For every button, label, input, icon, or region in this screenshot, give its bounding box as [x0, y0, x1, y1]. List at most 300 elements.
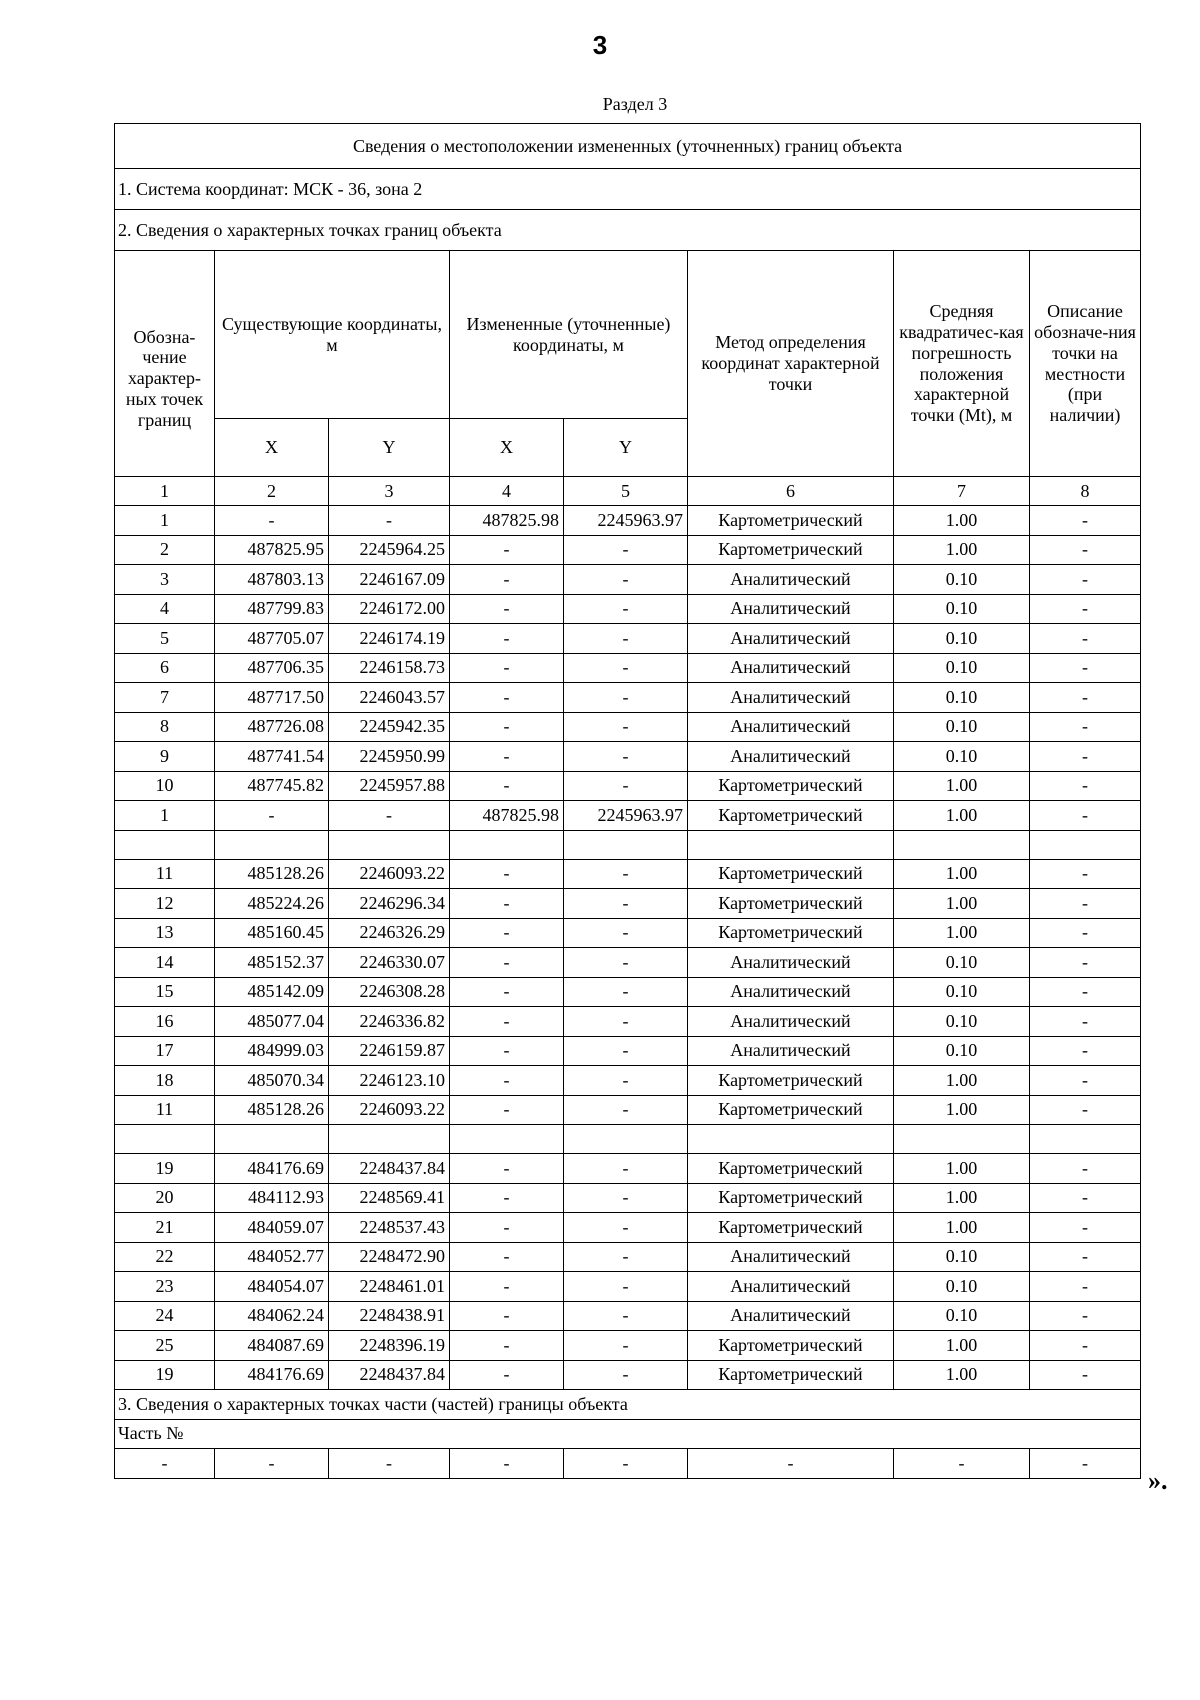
description-cell: - [1030, 1360, 1141, 1390]
method-cell: Картометрический [688, 1066, 894, 1096]
method-cell: Картометрический [688, 535, 894, 565]
accuracy-cell: 0.10 [894, 742, 1030, 772]
changed-x-cell: - [450, 624, 564, 654]
changed-y-cell: - [564, 1095, 688, 1125]
table-row [115, 977, 1141, 1007]
existing-y-cell: 2246308.28 [329, 977, 450, 1007]
point-id-cell: 25 [115, 1331, 215, 1361]
changed-x-cell: - [450, 565, 564, 595]
changed-x-cell: - [450, 977, 564, 1007]
changed-x-cell: - [450, 948, 564, 978]
changed-x-cell: - [450, 594, 564, 624]
existing-x-cell: 484176.69 [215, 1154, 329, 1184]
changed-x-cell: - [450, 1301, 564, 1331]
point-id-cell: 10 [115, 771, 215, 801]
changed-x-cell: - [450, 1183, 564, 1213]
column-number: 1 [115, 477, 215, 506]
method-cell: Аналитический [688, 624, 894, 654]
table-row [115, 918, 1141, 948]
method-cell: Аналитический [688, 594, 894, 624]
point-id-cell: 3 [115, 565, 215, 595]
point-id-cell: 7 [115, 683, 215, 713]
existing-y-cell: 2246123.10 [329, 1066, 450, 1096]
parts-cell: - [329, 1449, 450, 1479]
header-designation: Обозна-чение характер-ных точек границ [115, 251, 215, 477]
changed-x-cell: - [450, 859, 564, 889]
empty-cell [329, 1125, 450, 1154]
existing-x-cell: 487825.95 [215, 535, 329, 565]
existing-x-cell: - [215, 506, 329, 536]
coord-system-row [115, 169, 1141, 210]
description-cell: - [1030, 889, 1141, 919]
table-row [115, 1272, 1141, 1302]
existing-x-cell: - [215, 801, 329, 831]
existing-x-cell: 487745.82 [215, 771, 329, 801]
existing-y-cell: 2248461.01 [329, 1272, 450, 1302]
existing-y-cell: 2248438.91 [329, 1301, 450, 1331]
existing-y-cell: 2248437.84 [329, 1360, 450, 1390]
existing-x-cell: 487706.35 [215, 653, 329, 683]
changed-x-cell: - [450, 1154, 564, 1184]
description-cell: - [1030, 624, 1141, 654]
existing-x-cell: 487717.50 [215, 683, 329, 713]
table-row [115, 889, 1141, 919]
existing-y-cell: 2245964.25 [329, 535, 450, 565]
accuracy-cell: 0.10 [894, 948, 1030, 978]
existing-x-cell: 484112.93 [215, 1183, 329, 1213]
point-id-cell: 12 [115, 889, 215, 919]
changed-y-cell: - [564, 1007, 688, 1037]
changed-y-cell: - [564, 712, 688, 742]
changed-x-cell: - [450, 1095, 564, 1125]
accuracy-cell: 0.10 [894, 565, 1030, 595]
description-cell: - [1030, 1183, 1141, 1213]
point-id-cell: 11 [115, 1095, 215, 1125]
table-row [115, 771, 1141, 801]
table-row [115, 1095, 1141, 1125]
method-cell: Картометрический [688, 1154, 894, 1184]
changed-x-cell: - [450, 1331, 564, 1361]
changed-x-cell: 487825.98 [450, 506, 564, 536]
existing-y-cell: 2246093.22 [329, 859, 450, 889]
empty-cell [215, 1125, 329, 1154]
table-row [115, 506, 1141, 536]
table-row [115, 1183, 1141, 1213]
separator-row [115, 1125, 1141, 1154]
changed-y-cell: - [564, 653, 688, 683]
description-cell: - [1030, 1301, 1141, 1331]
column-number: 2 [215, 477, 329, 506]
method-cell: Аналитический [688, 683, 894, 713]
method-cell: Аналитический [688, 1036, 894, 1066]
header-existing-x: X [215, 419, 329, 477]
point-id-cell: 18 [115, 1066, 215, 1096]
accuracy-cell: 1.00 [894, 535, 1030, 565]
existing-y-cell: 2248472.90 [329, 1242, 450, 1272]
existing-x-cell: 487705.07 [215, 624, 329, 654]
changed-x-cell: - [450, 1007, 564, 1037]
table-row [115, 1301, 1141, 1331]
method-cell: Аналитический [688, 977, 894, 1007]
table-row [115, 594, 1141, 624]
point-id-cell: 19 [115, 1360, 215, 1390]
changed-y-cell: 2245963.97 [564, 506, 688, 536]
existing-x-cell: 487726.08 [215, 712, 329, 742]
method-cell: Картометрический [688, 859, 894, 889]
changed-x-cell: - [450, 1360, 564, 1390]
empty-cell [329, 830, 450, 859]
changed-x-cell: - [450, 683, 564, 713]
existing-x-cell: 485152.37 [215, 948, 329, 978]
method-cell: Картометрический [688, 1183, 894, 1213]
existing-x-cell: 487741.54 [215, 742, 329, 772]
method-cell: Картометрический [688, 801, 894, 831]
header-method: Метод определения координат характерной точки [688, 251, 894, 477]
description-cell: - [1030, 1036, 1141, 1066]
point-id-cell: 14 [115, 948, 215, 978]
description-cell: - [1030, 1154, 1141, 1184]
changed-y-cell: - [564, 948, 688, 978]
existing-x-cell: 485224.26 [215, 889, 329, 919]
method-cell: Картометрический [688, 506, 894, 536]
changed-x-cell: - [450, 918, 564, 948]
header-existing-y: Y [329, 419, 450, 477]
column-number: 7 [894, 477, 1030, 506]
method-cell: Аналитический [688, 742, 894, 772]
description-cell: - [1030, 1095, 1141, 1125]
accuracy-cell: 1.00 [894, 1331, 1030, 1361]
existing-y-cell: 2246159.87 [329, 1036, 450, 1066]
changed-y-cell: - [564, 1360, 688, 1390]
changed-y-cell: - [564, 977, 688, 1007]
description-cell: - [1030, 1272, 1141, 1302]
changed-y-cell: - [564, 683, 688, 713]
parts-cell: - [564, 1449, 688, 1479]
point-id-cell: 8 [115, 712, 215, 742]
accuracy-cell: 1.00 [894, 1183, 1030, 1213]
changed-y-cell: - [564, 1036, 688, 1066]
accuracy-cell: 0.10 [894, 1036, 1030, 1066]
column-number: 8 [1030, 477, 1141, 506]
part-label: Часть № [115, 1419, 1141, 1449]
description-cell: - [1030, 1331, 1141, 1361]
existing-y-cell: 2246093.22 [329, 1095, 450, 1125]
changed-y-cell: - [564, 1242, 688, 1272]
header-changed-x: X [450, 419, 564, 477]
empty-cell [215, 830, 329, 859]
changed-x-cell: - [450, 1242, 564, 1272]
accuracy-cell: 1.00 [894, 859, 1030, 889]
accuracy-cell: 0.10 [894, 594, 1030, 624]
accuracy-cell: 0.10 [894, 977, 1030, 1007]
existing-y-cell: - [329, 506, 450, 536]
boundary-table [114, 123, 1141, 1479]
existing-y-cell: 2246330.07 [329, 948, 450, 978]
changed-x-cell: - [450, 771, 564, 801]
accuracy-cell: 1.00 [894, 506, 1030, 536]
existing-x-cell: 484059.07 [215, 1213, 329, 1243]
accuracy-cell: 0.10 [894, 1242, 1030, 1272]
point-id-cell: 15 [115, 977, 215, 1007]
method-cell: Аналитический [688, 948, 894, 978]
separator-row [115, 830, 1141, 859]
changed-y-cell: - [564, 859, 688, 889]
changed-y-cell: - [564, 594, 688, 624]
accuracy-cell: 1.00 [894, 1154, 1030, 1184]
table-row [115, 683, 1141, 713]
existing-y-cell: 2248437.84 [329, 1154, 450, 1184]
parts-cell: - [115, 1449, 215, 1479]
existing-x-cell: 484176.69 [215, 1360, 329, 1390]
table-row [115, 653, 1141, 683]
accuracy-cell: 0.10 [894, 624, 1030, 654]
table-row [115, 1154, 1141, 1184]
accuracy-cell: 1.00 [894, 771, 1030, 801]
table-body [115, 124, 1141, 1479]
parts-heading-row [115, 1390, 1141, 1420]
point-id-cell: 11 [115, 859, 215, 889]
existing-y-cell: 2246043.57 [329, 683, 450, 713]
changed-y-cell: - [564, 1066, 688, 1096]
changed-y-cell: - [564, 1154, 688, 1184]
existing-y-cell: 2248537.43 [329, 1213, 450, 1243]
changed-y-cell: - [564, 889, 688, 919]
existing-x-cell: 485142.09 [215, 977, 329, 1007]
point-id-cell: 1 [115, 506, 215, 536]
changed-y-cell: - [564, 918, 688, 948]
description-cell: - [1030, 859, 1141, 889]
existing-y-cell: 2246167.09 [329, 565, 450, 595]
table-row [115, 801, 1141, 831]
description-cell: - [1030, 801, 1141, 831]
existing-x-cell: 485070.34 [215, 1066, 329, 1096]
description-cell: - [1030, 653, 1141, 683]
existing-x-cell: 484052.77 [215, 1242, 329, 1272]
part-label-row [115, 1419, 1141, 1449]
empty-cell [1030, 830, 1141, 859]
changed-x-cell: - [450, 1272, 564, 1302]
parts-heading: 3. Сведения о характерных точках части (частей) границы объекта [115, 1390, 1141, 1420]
column-number: 3 [329, 477, 450, 506]
method-cell: Аналитический [688, 1007, 894, 1037]
table-row [115, 1242, 1141, 1272]
method-cell: Аналитический [688, 712, 894, 742]
point-id-cell: 17 [115, 1036, 215, 1066]
method-cell: Картометрический [688, 1331, 894, 1361]
method-cell: Аналитический [688, 653, 894, 683]
table-row [115, 1007, 1141, 1037]
existing-x-cell: 484054.07 [215, 1272, 329, 1302]
method-cell: Аналитический [688, 565, 894, 595]
accuracy-cell: 1.00 [894, 801, 1030, 831]
changed-y-cell: - [564, 1183, 688, 1213]
header-changed-y: Y [564, 419, 688, 477]
changed-y-cell: - [564, 742, 688, 772]
column-number: 5 [564, 477, 688, 506]
column-number: 4 [450, 477, 564, 506]
existing-y-cell: 2245950.99 [329, 742, 450, 772]
changed-x-cell: - [450, 742, 564, 772]
existing-y-cell: 2246326.29 [329, 918, 450, 948]
table-row [115, 535, 1141, 565]
accuracy-cell: 0.10 [894, 1007, 1030, 1037]
description-cell: - [1030, 683, 1141, 713]
column-number: 6 [688, 477, 894, 506]
description-cell: - [1030, 1213, 1141, 1243]
point-id-cell: 13 [115, 918, 215, 948]
description-cell: - [1030, 535, 1141, 565]
changed-y-cell: - [564, 1213, 688, 1243]
existing-y-cell: 2246158.73 [329, 653, 450, 683]
description-cell: - [1030, 742, 1141, 772]
existing-y-cell: 2245942.35 [329, 712, 450, 742]
changed-x-cell: 487825.98 [450, 801, 564, 831]
empty-cell [115, 830, 215, 859]
existing-y-cell: 2248569.41 [329, 1183, 450, 1213]
existing-x-cell: 485160.45 [215, 918, 329, 948]
point-id-cell: 2 [115, 535, 215, 565]
accuracy-cell: 1.00 [894, 1095, 1030, 1125]
closing-quote: ». [1148, 1466, 1168, 1495]
table-row [115, 1331, 1141, 1361]
description-cell: - [1030, 771, 1141, 801]
empty-cell [1030, 1125, 1141, 1154]
empty-cell [564, 1125, 688, 1154]
point-id-cell: 6 [115, 653, 215, 683]
table-row [115, 624, 1141, 654]
header-accuracy: Средняя квадратичес-кая погрешность положения характерной точки (Mt), м [894, 251, 1030, 477]
point-id-cell: 20 [115, 1183, 215, 1213]
method-cell: Аналитический [688, 1301, 894, 1331]
point-id-cell: 22 [115, 1242, 215, 1272]
point-id-cell: 16 [115, 1007, 215, 1037]
table-row [115, 948, 1141, 978]
table-row [115, 859, 1141, 889]
empty-cell [450, 830, 564, 859]
page-number: 3 [592, 30, 608, 60]
section-label: Раздел 3 [602, 94, 668, 114]
method-cell: Картометрический [688, 889, 894, 919]
point-id-cell: 19 [115, 1154, 215, 1184]
existing-x-cell: 485077.04 [215, 1007, 329, 1037]
accuracy-cell: 1.00 [894, 1360, 1030, 1390]
existing-x-cell: 485128.26 [215, 859, 329, 889]
existing-x-cell: 485128.26 [215, 1095, 329, 1125]
changed-y-cell: - [564, 1272, 688, 1302]
table-row [115, 1360, 1141, 1390]
description-cell: - [1030, 918, 1141, 948]
description-cell: - [1030, 948, 1141, 978]
empty-cell [115, 1125, 215, 1154]
existing-x-cell: 487803.13 [215, 565, 329, 595]
header-existing: Существующие координаты, м [215, 251, 450, 419]
empty-cell [894, 830, 1030, 859]
parts-cell: - [894, 1449, 1030, 1479]
changed-y-cell: - [564, 535, 688, 565]
point-id-cell: 24 [115, 1301, 215, 1331]
accuracy-cell: 1.00 [894, 1213, 1030, 1243]
coord-system: 1. Система координат: МСК - 36, зона 2 [115, 169, 1141, 210]
empty-cell [688, 1125, 894, 1154]
table-row [115, 712, 1141, 742]
table-row [115, 742, 1141, 772]
empty-cell [894, 1125, 1030, 1154]
changed-y-cell: - [564, 1301, 688, 1331]
existing-y-cell: 2245957.88 [329, 771, 450, 801]
accuracy-cell: 1.00 [894, 1066, 1030, 1096]
changed-x-cell: - [450, 1213, 564, 1243]
existing-y-cell: - [329, 801, 450, 831]
parts-cell: - [688, 1449, 894, 1479]
existing-x-cell: 484087.69 [215, 1331, 329, 1361]
changed-x-cell: - [450, 653, 564, 683]
empty-cell [688, 830, 894, 859]
point-id-cell: 1 [115, 801, 215, 831]
existing-y-cell: 2246296.34 [329, 889, 450, 919]
method-cell: Картометрический [688, 1095, 894, 1125]
existing-x-cell: 484062.24 [215, 1301, 329, 1331]
changed-x-cell: - [450, 1066, 564, 1096]
description-cell: - [1030, 1007, 1141, 1037]
table-row [115, 565, 1141, 595]
accuracy-cell: 1.00 [894, 889, 1030, 919]
point-id-cell: 21 [115, 1213, 215, 1243]
description-cell: - [1030, 594, 1141, 624]
changed-y-cell: 2245963.97 [564, 801, 688, 831]
point-id-cell: 5 [115, 624, 215, 654]
changed-y-cell: - [564, 1331, 688, 1361]
points-heading-row [115, 210, 1141, 251]
changed-y-cell: - [564, 624, 688, 654]
description-cell: - [1030, 712, 1141, 742]
existing-y-cell: 2248396.19 [329, 1331, 450, 1361]
existing-y-cell: 2246174.19 [329, 624, 450, 654]
method-cell: Картометрический [688, 1213, 894, 1243]
table-title: Сведения о местоположении измененных (уточненных) границ объекта [115, 124, 1141, 169]
point-id-cell: 23 [115, 1272, 215, 1302]
empty-cell [450, 1125, 564, 1154]
empty-cell [564, 830, 688, 859]
point-id-cell: 9 [115, 742, 215, 772]
method-cell: Картометрический [688, 771, 894, 801]
table-row [115, 1066, 1141, 1096]
changed-x-cell: - [450, 535, 564, 565]
description-cell: - [1030, 506, 1141, 536]
method-cell: Картометрический [688, 918, 894, 948]
point-id-cell: 4 [115, 594, 215, 624]
accuracy-cell: 1.00 [894, 918, 1030, 948]
description-cell: - [1030, 1066, 1141, 1096]
accuracy-cell: 0.10 [894, 1301, 1030, 1331]
changed-x-cell: - [450, 1036, 564, 1066]
header-description: Описание обозначе-ния точки на местности (при наличии) [1030, 251, 1141, 477]
table-row [115, 1036, 1141, 1066]
description-cell: - [1030, 1242, 1141, 1272]
accuracy-cell: 0.10 [894, 683, 1030, 713]
parts-row [115, 1449, 1141, 1479]
header-row [115, 251, 1141, 419]
method-cell: Картометрический [688, 1360, 894, 1390]
existing-x-cell: 484999.03 [215, 1036, 329, 1066]
column-numbers-row [115, 477, 1141, 506]
existing-y-cell: 2246336.82 [329, 1007, 450, 1037]
existing-y-cell: 2246172.00 [329, 594, 450, 624]
changed-x-cell: - [450, 889, 564, 919]
parts-cell: - [450, 1449, 564, 1479]
points-heading: 2. Сведения о характерных точках границ объекта [115, 210, 1141, 251]
method-cell: Аналитический [688, 1272, 894, 1302]
accuracy-cell: 0.10 [894, 1272, 1030, 1302]
